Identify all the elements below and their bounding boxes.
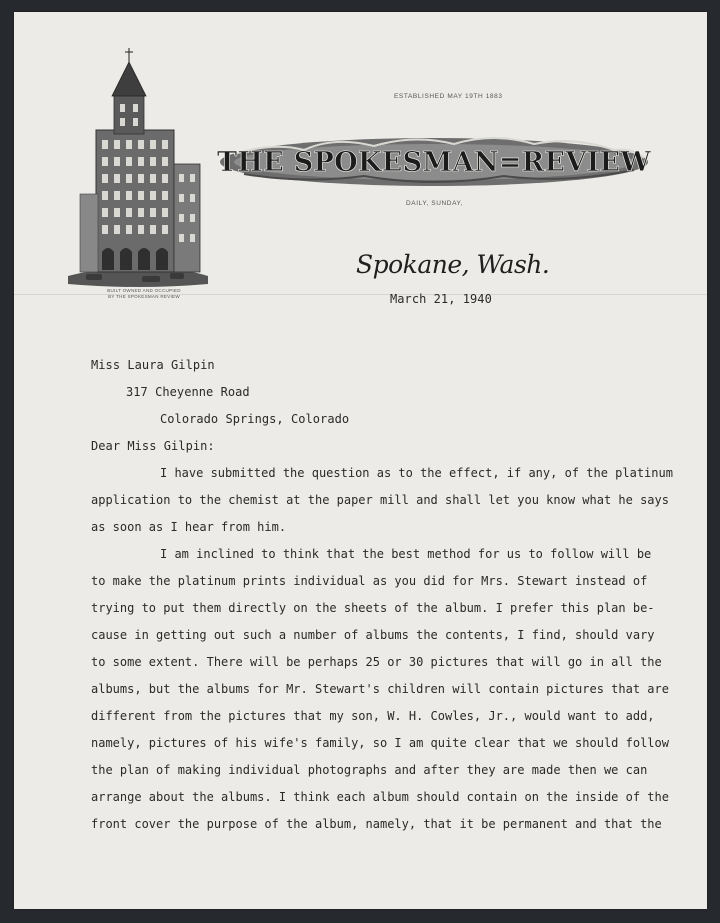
body-line: I have submitted the question as to the effect, if any, of the platinum [160,466,673,480]
building-caption-line-1: BUILT OWNED AND OCCUPIED [107,288,181,293]
masthead-banner [214,124,654,204]
body-line: as soon as I hear from him. [91,520,287,534]
place-line: Spokane, Wash. [356,250,550,279]
body-line: cause in getting out such a number of albums the contents, I find, should vary [91,628,655,642]
body-line: arrange about the albums. I think each album should contain on the inside of the [91,790,669,804]
body-line: albums, but the albums for Mr. Stewart's children will contain pictures that are [91,682,669,696]
body-line: front cover the purpose of the album, namely, that it be permanent and that the [91,817,662,831]
editions-line: DAILY, SUNDAY, [406,200,464,207]
body-line: to make the platinum prints individual as you did for Mrs. Stewart instead of [91,574,648,588]
body-line: the plan of making individual photographs and after they are made then we can [91,763,648,777]
salutation: Dear Miss Gilpin: [91,439,215,453]
body-line: application to the chemist at the paper mill and shall let you know what he says [91,493,669,507]
letter-page [14,12,707,909]
letter-date: March 21, 1940 [390,292,492,306]
building-caption [84,288,204,300]
building-engraving [66,44,210,298]
body-line: namely, pictures of his wife's family, so I am quite clear that we should follow [91,736,669,750]
recipient-name: Miss Laura Gilpin [91,358,215,372]
body-line: I am inclined to think that the best method for us to follow will be [160,547,652,561]
body-line: to some extent. There will be perhaps 25 or 30 pictures that will go in all the [91,655,662,669]
body-line: trying to put them directly on the sheets of the album. I prefer this plan be- [91,601,655,615]
masthead-title: THE SPOKESMAN=REVIEW [216,147,652,178]
building-caption-line-2: BY THE SPOKESMAN REVIEW [108,294,180,299]
established-line: ESTABLISHED MAY 19TH 1883 [394,93,503,100]
recipient-city: Colorado Springs, Colorado [160,412,350,426]
body-line: different from the pictures that my son, W. H. Cowles, Jr., would want to add, [91,709,655,723]
recipient-street: 317 Cheyenne Road [126,385,250,399]
